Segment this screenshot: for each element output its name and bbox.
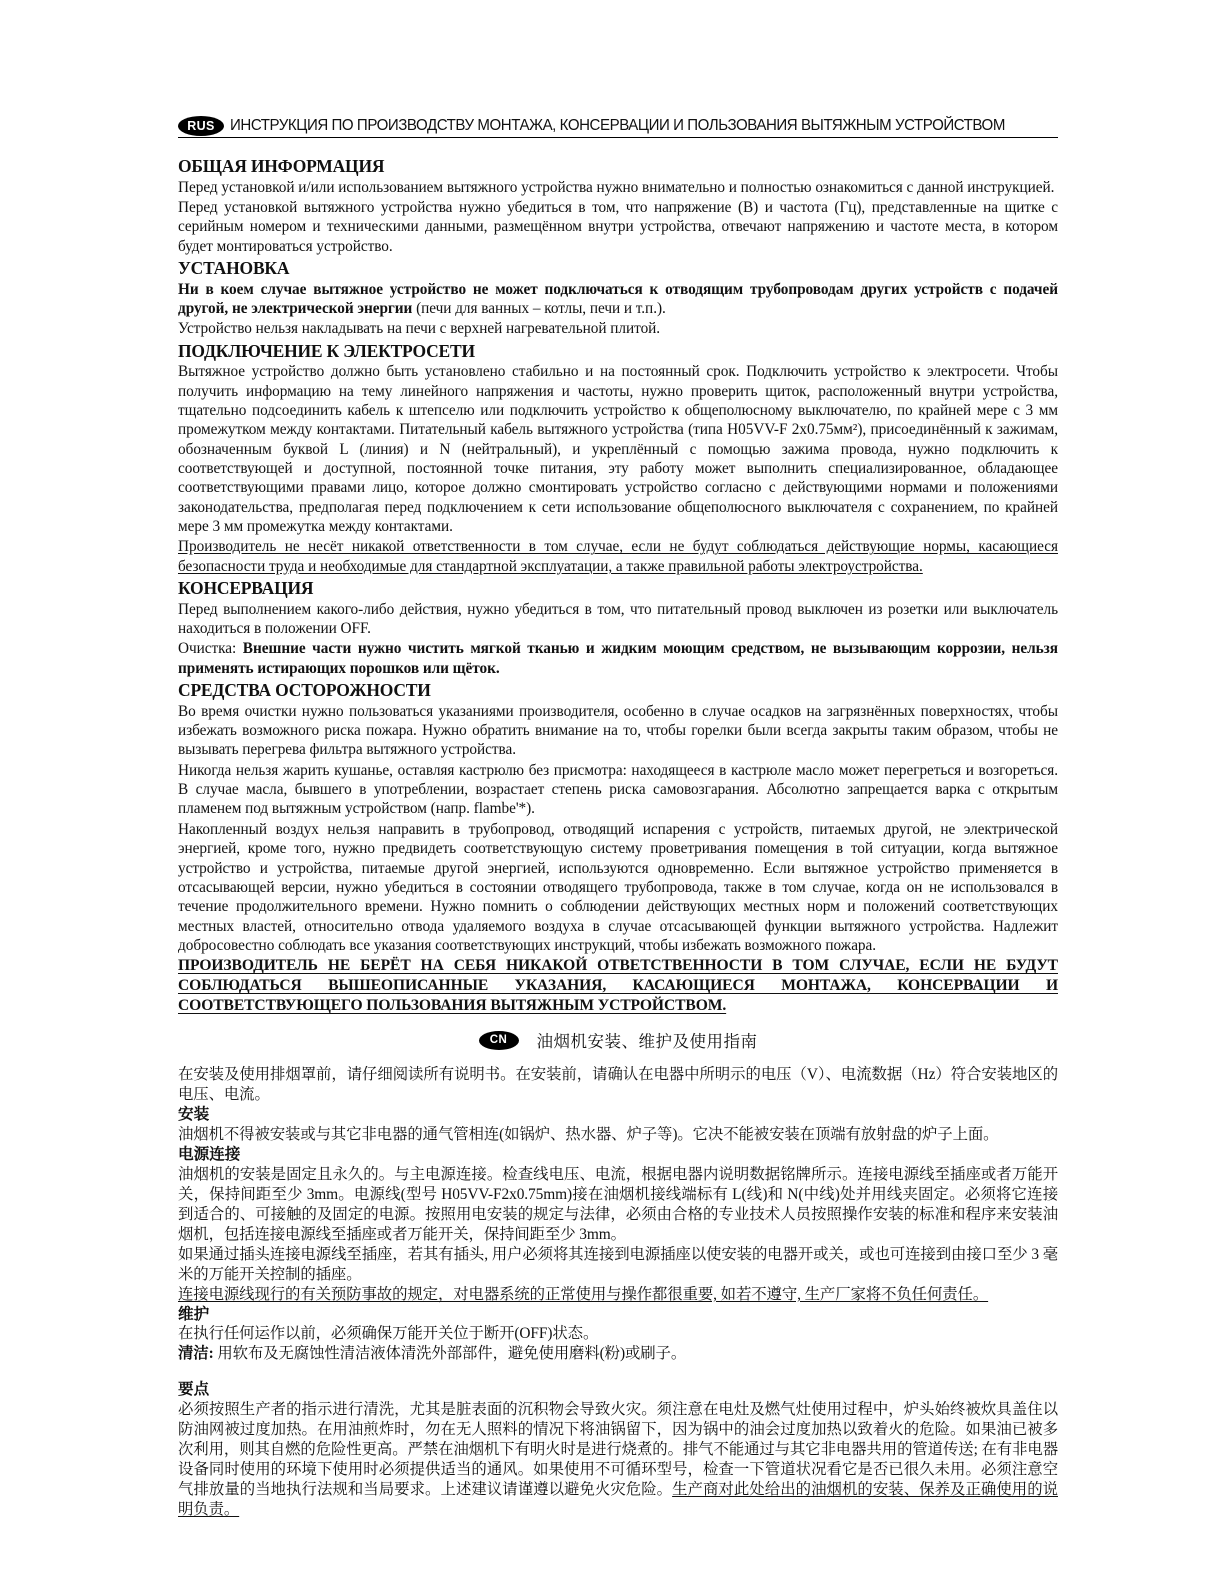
paragraph-installation-warning bbox=[178, 280, 1058, 319]
chinese-heading-installation: 安装 bbox=[178, 1106, 210, 1124]
final-liability-disclaimer: ПРОИЗВОДИТЕЛЬ НЕ БЕРЁТ НА СЕБЯ НИКАКОЙ ОТВЕТСТВЕННОСТИ В ТОМ СЛУЧАЕ, ЕСЛИ НЕ БУДУТ СОБЛЮДАТЬСЯ ВЫШЕОПИСАННЫЕ УКАЗАНИЯ, КАСАЮЩИЕСЯ МОНТАЖА, КОНСЕРВАЦИИ И СООТВЕТСТВУЮЩЕГО ПОЛЬЗОВАНИЯ ВЫТЯЖНЫМ УСТРОЙСТВОМ. bbox=[178, 957, 1058, 1015]
chinese-power-liability-disclaimer: 连接电源线现行的有关预防事故的规定，对电器系统的正常使用与操作都很重要, 如若不遵守, 生产厂家将不负任何责任。 bbox=[178, 1285, 989, 1303]
heading-electrical-connection: ПОДКЛЮЧЕНИЕ К ЭЛЕКТРОСЕТИ bbox=[178, 340, 475, 361]
document-content bbox=[178, 116, 1058, 1520]
chinese-heading-key-points: 要点 bbox=[178, 1381, 210, 1399]
section-spacer bbox=[178, 1364, 1058, 1380]
chinese-intro-paragraph: 在安装及使用排烟罩前，请仔细阅读所有说明书。在安装前，请确认在电器中所明示的电压（V）、电流数据（Hz）符合安装地区的电压、电流。 bbox=[178, 1066, 1058, 1104]
chinese-paragraph-installation: 油烟机不得被安装或与其它非电器的通气管相连(如锅炉、热水器、炉子等)。它决不能被安装在顶端有放射盘的炉子上面。 bbox=[178, 1125, 999, 1143]
heading-maintenance: КОНСЕРВАЦИЯ bbox=[178, 578, 314, 599]
chinese-key-points-tail-underlined: 生产商对此处给出的油烟机的安装、保养及正确使用的说明负责。 bbox=[178, 1481, 1058, 1519]
paragraph-precautions-2: Никогда нельзя жарить кушанье, оставляя кастрюлю без присмотра: находящееся в кастрюле масло может перегреться и возгореться. В случае масла, бывшего в употреблении, возрастает степень риска самовозгарания. Абсолютно запрещается варка с открытым пламенем под вытяжным устройством (напр. flambe'*). bbox=[178, 761, 1058, 818]
heading-general-information: ОБЩАЯ ИНФОРМАЦИЯ bbox=[178, 156, 385, 176]
paragraph-cleaning bbox=[178, 639, 1058, 678]
chinese-key-points-body: 必须按照生产者的指示进行清洗，尤其是脏表面的沉积物会导致火灾。须注意在电灶及燃气灶使用过程中，炉头始终被炊具盖住以防油网被过度加热。在用油煎炸时，勿在无人照料的情况下将油锅留下，因为锅中的油会过度加热以致着火的危险。如果油已被多次利用，则其自燃的危险性更高。严禁在油烟机下有明火时是进行烧煮的。排气不能通过与其它非电器共用的管道传送; 在有非电器设备同时使用的环境下使用时必须提供适当的通风。如果使用不可循环型号，检查一下管道状况看它是否已很久未用。必须注意空气排放量的当地执行法规和当局要求。 bbox=[178, 1401, 1058, 1499]
paragraph-electrical-connection: Вытяжное устройство должно быть установлено стабильно и на постоянный срок. Подключить устройство к электросети. Чтобы получить информацию на тему линейного напряжения и частоты, нужно проверить щиток, расположенный внутри устройства, тщательно подсоединить кабель к штепселю или подключить устройство к общеполюсному выключателю, по крайней мере с 3 мм промежутком между контактами. Питательный кабель вытяжного устройства (типа H05VV-F 2x0.75мм²), присоединённый к зажимам, обозначенным буквой L (линия) и N (нейтральный), и укреплённый с помощью зажима провода, нужно подключить к соответствующей и доступной, постоянной точке питания, эту работу может выполнить специализированное, обладающее соответствующими правами лицо, которое должно смонтировать устройство согласно с действующими нормами и положениями законодательства, предполагая перед подключением к сети использование общеполюсного выключателя с сохранением, по крайней мере 3 мм промежутка между контактами. bbox=[178, 363, 1058, 536]
paragraph-electrical-liability-disclaimer: Производитель не несёт никакой ответственности в том случае, если не будут соблюдаться действующие нормы, касающиеся безопасности труда и необходимые для стандартной эксплуатации, а также правильной работы электроустройства. bbox=[178, 538, 1058, 575]
chinese-paragraph-maintenance: 在执行任何运作以前，必须确保万能开关位于断开(OFF)状态。 bbox=[178, 1325, 599, 1343]
chinese-key-points-tail-regular: 上述建议请谨遵以避免火灾危险。 bbox=[440, 1481, 673, 1499]
chinese-heading-maintenance: 维护 bbox=[178, 1305, 210, 1323]
paragraph-precautions-3: Накопленный воздух нельзя направить в трубопровод, отводящий испарения с устройств, питаемых другой, не электрической энергией, кроме того, нужно предвидеть соответствующую систему проветривания помещения в той ситуации, когда вытяжное устройство и устройства, питаемые другой энергией, используются одновременно. Если вытяжное устройство применяется в отсасывающей версии, нужно убедиться в состоянии отводящего трубопровода, также в том случае, когда он не использовался в течение продолжительного времени. Нужно помнить о соблюдении действующих местных норм и положений соответствующих местных властей, относительно отвода удаляемого воздуха в случае отсасывающей функции вытяжного устройства. Надлежит добросовестно соблюдать все указания соответствующих инструкций, чтобы избежать возможного пожара. bbox=[178, 820, 1058, 954]
installation-warning-tail: (печи для ванных – котлы, печи и т.п.). bbox=[412, 300, 666, 317]
russian-header-title: ИНСТРУКЦИЯ ПО ПРОИЗВОДСТВУ МОНТАЖА, КОНСЕРВАЦИИ И ПОЛЬЗОВАНИЯ ВЫТЯЖНЫМ УСТРОЙСТВОМ bbox=[230, 117, 1005, 134]
chinese-cleaning-label: 清洁: bbox=[178, 1345, 214, 1363]
paragraph-maintenance-1: Перед выполнением какого-либо действия, нужно убедиться в том, что питательный провод выключен из розетки или выключатель находиться в положении OFF. bbox=[178, 600, 1058, 638]
cleaning-label: Очистка: bbox=[178, 640, 237, 658]
chinese-paragraph-key-points bbox=[178, 1400, 1058, 1520]
chinese-heading-power-connection: 电源连接 bbox=[178, 1145, 241, 1163]
heading-precautions: СРЕДСТВА ОСТОРОЖНОСТИ bbox=[178, 680, 431, 701]
chinese-cleaning-text: 用软布及无腐蚀性清洁液体清洗外部部件，避免使用磨料(粉)或刷子。 bbox=[213, 1345, 687, 1363]
russian-language-header bbox=[178, 116, 1058, 138]
installation-warning-bold: Ни в коем случае вытяжное устройство не может подключаться к отводящим трубопроводам других устройств с подачей другой, не электрической энергии bbox=[178, 280, 1058, 317]
paragraph-installation-note: Устройство нельзя накладывать на печи с верхней нагревательной плитой. bbox=[178, 320, 661, 338]
paragraph-precautions-1: Во время очистки нужно пользоваться указаниями производителя, особенно в случае осадков на загрязнённых поверхностях, чтобы избежать возможного риска пожара. Нужно обратить внимание на то, чтобы горелки были всегда закрыты таким образом, чтобы не вызывать перегрева фильтра вытяжного устройства. bbox=[178, 702, 1058, 759]
heading-installation: УСТАНОВКА bbox=[178, 258, 290, 279]
cn-language-badge: CN bbox=[479, 1031, 519, 1050]
chinese-paragraph-power-2: 如果通过插头连接电源线至插座，若其有插头, 用户必须将其连接到电源插座以使安装的电器开或关，或也可连接到由接口至少 3 毫米的万能开关控制的插座。 bbox=[178, 1245, 1058, 1283]
paragraph-general-2: Перед установкой вытяжного устройства нужно убедиться в том, что напряжение (В) и частота (Гц), представленные на щитке с серийным номером и техническими данными, размещённом внутри устройства, отвечают напряжению и частоте места, в котором будет монтироваться устройство. bbox=[178, 198, 1058, 255]
cleaning-instruction-bold: Внешние части нужно чистить мягкой тканью и жидким моющим средством, не вызывающим коррозии, нельзя применять истирающих порошков или щёток. bbox=[178, 640, 1058, 677]
paragraph-general-1: Перед установкой и/или использованием вытяжного устройства нужно внимательно и полностью ознакомиться с данной инструкцией. bbox=[178, 178, 1055, 196]
chinese-language-header bbox=[178, 1028, 1058, 1052]
chinese-paragraph-cleaning bbox=[178, 1344, 1058, 1364]
chinese-paragraph-power-1: 油烟机的安装是固定且永久的。与主电源连接。检查线电压、电流，根据电器内说明数据铭牌所示。连接电源线至插座或者万能开关，保持间距至少 3mm。电源线(型号 H05VV-F2x0.75mm)接在油烟机接线端标有 L(线)和 N(中线)处并用线夹固定。必须将它连接到适合的、可接触的及固定的电源。按照用电安装的规定与法律，必须由合格的专业技术人员按照操作安装的标准和程序来安装油烟机，包括连接电源线至插座或者万能开关，保持间距至少 3mm。 bbox=[178, 1165, 1058, 1243]
rus-language-badge: RUS bbox=[178, 116, 224, 136]
chinese-header-title: 油烟机安装、维护及使用指南 bbox=[536, 1033, 758, 1052]
